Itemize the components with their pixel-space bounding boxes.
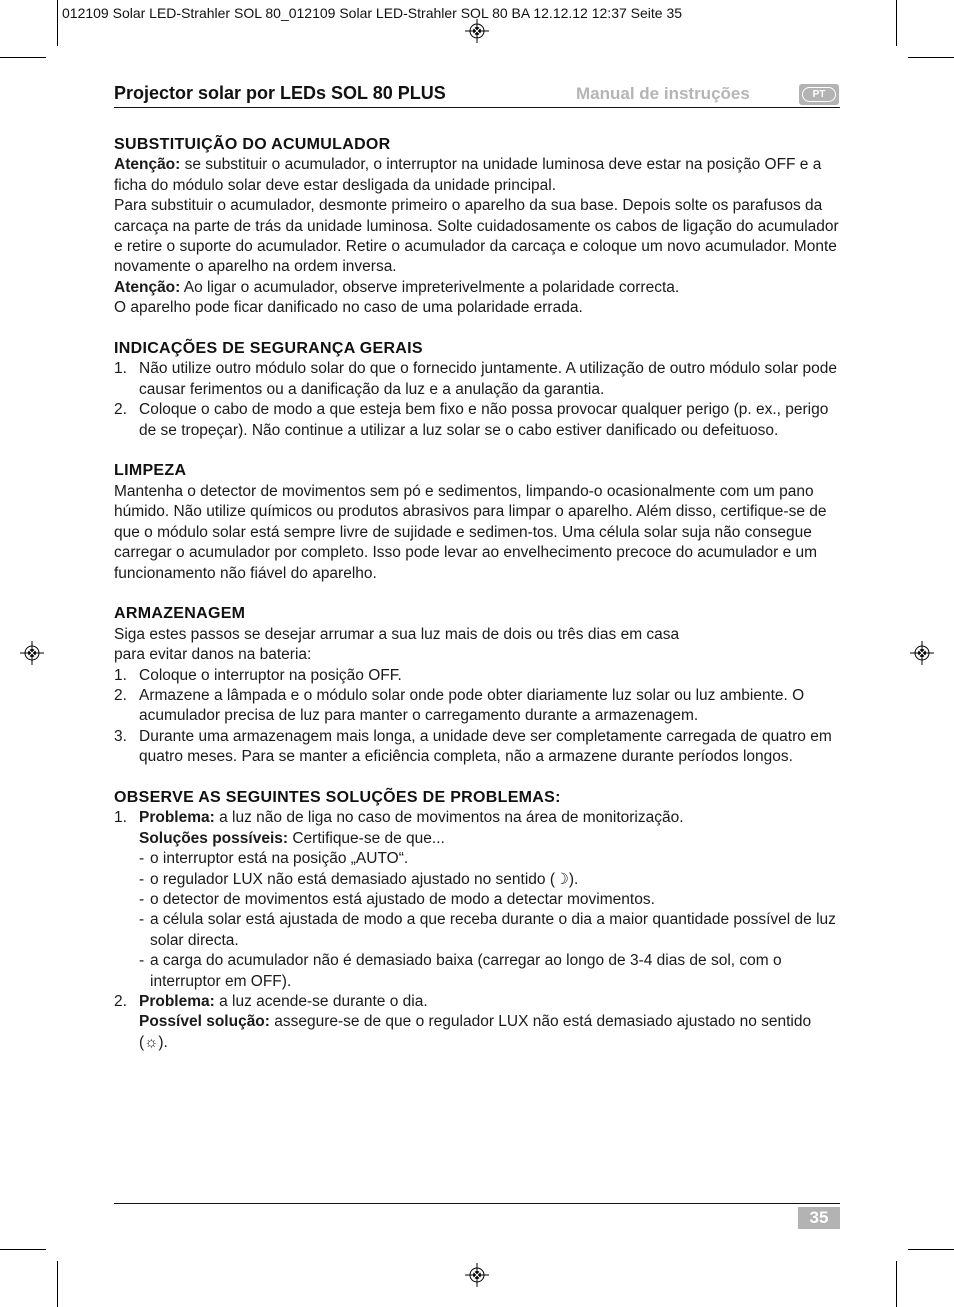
list-item [114, 992, 842, 1012]
section-cleaning [114, 461, 842, 583]
list-number: 2. [114, 993, 127, 1010]
crop-mark [0, 1249, 46, 1250]
warning-label: Atenção: [114, 156, 181, 174]
section-heading: SUBSTITUIÇÃO DO ACUMULADOR [114, 136, 391, 153]
solution-line [114, 829, 842, 849]
list-text: Coloque o cabo de modo a que esteja bem fixo e não possa provocar qualquer perigo (p. ex., perigo de se tropeçar). Não continue a utilizar a luz solar se o cabo estiver danificado ou defeituoso. [139, 401, 829, 439]
problem-text: a luz não de liga no caso de movimentos na área de monitorização. [214, 809, 684, 827]
language-code: PT [802, 87, 836, 102]
solution-text: Certifique-se de que... [288, 829, 445, 847]
body-paragraph: Para substituir o acumulador, desmonte primeiro o aparelho da sua base. Depois solte os parafusos da carcaça na parte de trás da unidade luminosa. Solte cuidadosamente os cabos de ligação do acumulador e retire o suporte do acumulador. Retire o acumulador da carcaça e coloque um novo acumulador. Monte novamente o aparelho na ordem inversa. [114, 197, 839, 276]
solution-item-text: a célula solar está ajustada de modo a que receba durante o dia a maior quantidade possível de luz solar directa. [150, 911, 836, 949]
list-text: Armazene a lâmpada e o módulo solar onde pode obter diariamente luz solar ou luz ambiente. O acumulador precisa de luz para manter o carregamento durante a armazenagem. [139, 686, 805, 725]
crop-mark [896, 1261, 897, 1307]
warning-text: se substituir o acumulador, o interruptor na unidade luminosa deve estar na posição OFF e a ficha do módulo solar deve estar desligada da unidade principal. [114, 156, 822, 194]
crop-mark [0, 57, 46, 58]
warning-text: Ao ligar o acumulador, observe impreterivelmente a polaridade correcta. [180, 278, 680, 296]
list-number: 1. [114, 666, 127, 684]
list-item [114, 808, 842, 828]
list-item [114, 400, 842, 441]
solution-item: - a carga do acumulador não é demasiado baixa (carregar ao longo de 3-4 dias de sol, com o interruptor em OFF). [139, 952, 782, 990]
section-heading: OBSERVE AS SEGUINTES SOLUÇÕES DE PROBLEMAS: [114, 788, 561, 806]
body-paragraph: Mantenha o detector de movimentos sem pó e sedimentos, limpando-o ocasionalmente com um pano húmido. Não utilize químicos ou produtos abrasivos para limpar o aparelho. Além disso, certifique-se de que o módulo solar está sempre livre de sujidade e sedimen-tos. Uma célula solar suja não consegue carregar o acumulador por completo. Isso pode levar ao envelhecimento precoce do acumulador e um funcionamento não fiável do aparelho. [114, 482, 827, 582]
warning-label: Atenção: [114, 278, 181, 296]
section-heading: LIMPEZA [114, 462, 187, 480]
section-heading: ARMAZENAGEM [114, 605, 246, 623]
section-safety [114, 339, 842, 441]
list-text: Durante uma armazenagem mais longa, a unidade deve ser completamente carregada de quatro em quatro meses. Para se manter a eficiência completa, não a armazene durante períodos longos. [139, 727, 832, 766]
registration-mark-icon [910, 641, 934, 665]
manual-label: Manual de instruções [576, 84, 750, 103]
crop-mark [908, 57, 954, 58]
list-item [114, 727, 842, 768]
crop-mark [57, 1261, 58, 1307]
list-number: 1. [114, 809, 127, 827]
crop-mark [908, 1249, 954, 1250]
solution-label: Soluções possíveis: [139, 829, 289, 847]
section-troubleshooting [114, 788, 842, 1053]
registration-mark-icon [20, 641, 44, 665]
registration-mark-icon [465, 19, 489, 43]
crop-mark [896, 0, 897, 46]
solution-text: assegure-se de que o regulador LUX não está demasiado ajustado no sentido (☼). [139, 1013, 812, 1051]
solution-label: Possível solução: [139, 1013, 270, 1031]
solution-item-text: o interruptor está na posição „AUTO“. [150, 850, 409, 868]
solution-item: - o regulador LUX não está demasiado ajustado no sentido (☽). [139, 870, 579, 888]
registration-mark-icon [465, 1263, 489, 1287]
problem-text: a luz acende-se durante o dia. [214, 993, 428, 1010]
solution-item-text: a carga do acumulador não é demasiado baixa (carregar ao longo de 3-4 dias de sol, com o interruptor em OFF). [150, 952, 782, 990]
solution-item-text: o detector de movimentos está ajustado de modo a detectar movimentos. [150, 890, 655, 908]
list-item [114, 359, 842, 400]
problem-label: Problema: [139, 993, 215, 1010]
list-number: 2. [114, 686, 127, 704]
list-item [114, 666, 842, 686]
solution-item: - o interruptor está na posição „AUTO“. [139, 850, 409, 868]
warning-paragraph [114, 155, 842, 196]
header-divider [114, 107, 840, 108]
page-content [114, 135, 842, 1053]
list-text: Coloque o interruptor na posição OFF. [139, 666, 402, 684]
list-item [114, 686, 842, 727]
page-number: 35 [798, 1207, 840, 1229]
page-title: Projector solar por LEDs SOL 80 PLUS [114, 83, 446, 103]
crop-mark [57, 0, 58, 46]
section-storage [114, 604, 842, 767]
body-paragraph: Siga estes passos se desejar arrumar a sua luz mais de dois ou três dias em casa [114, 625, 680, 643]
section-heading: INDICAÇÕES DE SEGURANÇA GERAIS [114, 340, 423, 358]
problem-label: Problema: [139, 809, 215, 827]
print-slug: 012109 Solar LED-Strahler SOL 80_012109 Solar LED-Strahler SOL 80 BA 12.12.12 12:37 Seite 35 [62, 5, 683, 21]
list-number: 1. [114, 360, 127, 378]
list-text: Não utilize outro módulo solar do que o fornecido juntamente. A utilização de outro módulo solar pode causar ferimentos ou a danificação da luz e a anulação da garantia. [139, 360, 837, 398]
language-badge [799, 84, 839, 105]
solution-item-text: o regulador LUX não está demasiado ajustado no sentido (☽). [150, 870, 579, 888]
list-number: 2. [114, 401, 127, 419]
footer-divider [114, 1203, 840, 1204]
body-paragraph: para evitar danos na bateria: [114, 646, 312, 664]
solution-item: - a célula solar está ajustada de modo a que receba durante o dia a maior quantidade possível de luz solar directa. [139, 911, 836, 949]
section-battery-replacement [114, 135, 842, 319]
body-paragraph: O aparelho pode ficar danificado no caso de uma polaridade errada. [114, 299, 583, 317]
warning-paragraph [114, 278, 842, 298]
solution-item: - o detector de movimentos está ajustado de modo a detectar movimentos. [139, 890, 655, 908]
list-number: 3. [114, 727, 127, 745]
solution-line [114, 1012, 842, 1053]
